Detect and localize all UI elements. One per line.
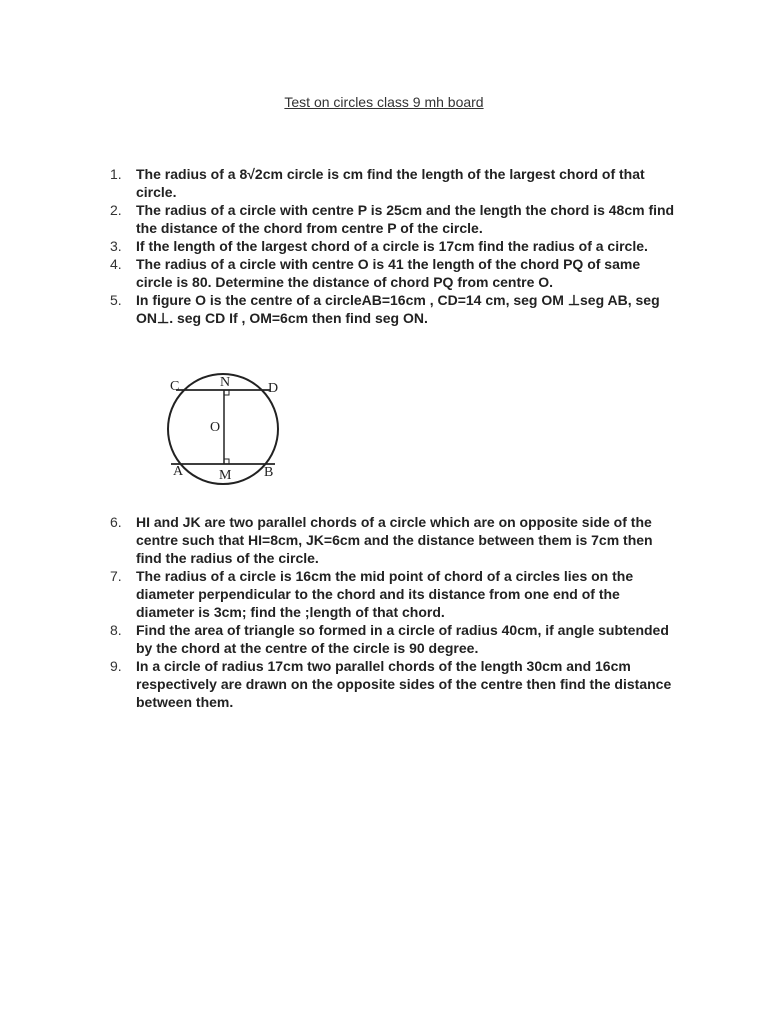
question-text: The radius of a circle with centre P is 25cm and the length the chord is 48cm find the distance of the chord from centre P of the circle. — [136, 202, 675, 236]
question-number: 8. — [110, 622, 122, 638]
question-5 — [110, 291, 676, 327]
circle-chords-figure — [165, 370, 285, 490]
label-a: A — [173, 464, 184, 479]
question-6 — [110, 513, 676, 567]
question-text: The radius of a 8√2cm circle is cm find the length of the largest chord of that circle. — [136, 166, 645, 200]
question-list-part1 — [110, 165, 676, 327]
label-m: M — [219, 468, 232, 483]
question-text: In figure O is the centre of a circleAB=16cm , CD=14 cm, seg OM ⊥seg AB, seg ON⊥. seg CD If , OM=6cm then find seg ON. — [136, 292, 660, 326]
question-text: The radius of a circle with centre O is 41 the length of the chord PQ of same circle is 80. Determine the distance of chord PQ from centre O. — [136, 256, 641, 290]
question-number: 3. — [110, 238, 122, 254]
question-number: 9. — [110, 658, 122, 674]
question-text: The radius of a circle is 16cm the mid point of chord of a circles lies on the diameter perpendicular to the chord and its distance from one end of the diameter is 3cm; find the ;length of that chord. — [136, 568, 634, 620]
question-text: HI and JK are two parallel chords of a circle which are on opposite side of the centre such that HI=8cm, JK=6cm and the distance between them is 7cm then find the radius of the circle. — [136, 514, 653, 566]
label-d: D — [268, 381, 279, 396]
label-o: O — [210, 420, 221, 435]
question-number: 2. — [110, 202, 122, 218]
page-title: Test on circles class 9 mh board — [284, 94, 484, 110]
question-number: 6. — [110, 514, 122, 530]
question-number: 5. — [110, 292, 122, 308]
question-list-part2 — [110, 513, 676, 711]
question-number: 1. — [110, 166, 122, 182]
question-2 — [110, 201, 676, 237]
question-8 — [110, 621, 676, 657]
question-1 — [110, 165, 676, 201]
question-7 — [110, 567, 676, 621]
circle-diagram — [165, 370, 285, 490]
question-9 — [110, 657, 676, 711]
question-text: Find the area of triangle so formed in a circle of radius 40cm, if angle subtended by the chord at the centre of the circle is 90 degree. — [136, 622, 669, 656]
question-text: In a circle of radius 17cm two parallel chords of the length 30cm and 16cm respectively are drawn on the opposite sides of the centre then find the distance between them. — [136, 658, 672, 710]
question-text: If the length of the largest chord of a circle is 17cm find the radius of a circle. — [136, 238, 648, 254]
label-n: N — [220, 375, 231, 390]
question-number: 7. — [110, 568, 122, 584]
question-number: 4. — [110, 256, 122, 272]
question-4 — [110, 255, 676, 291]
label-b: B — [264, 465, 274, 480]
question-3 — [110, 237, 676, 255]
label-c: C — [170, 379, 180, 394]
